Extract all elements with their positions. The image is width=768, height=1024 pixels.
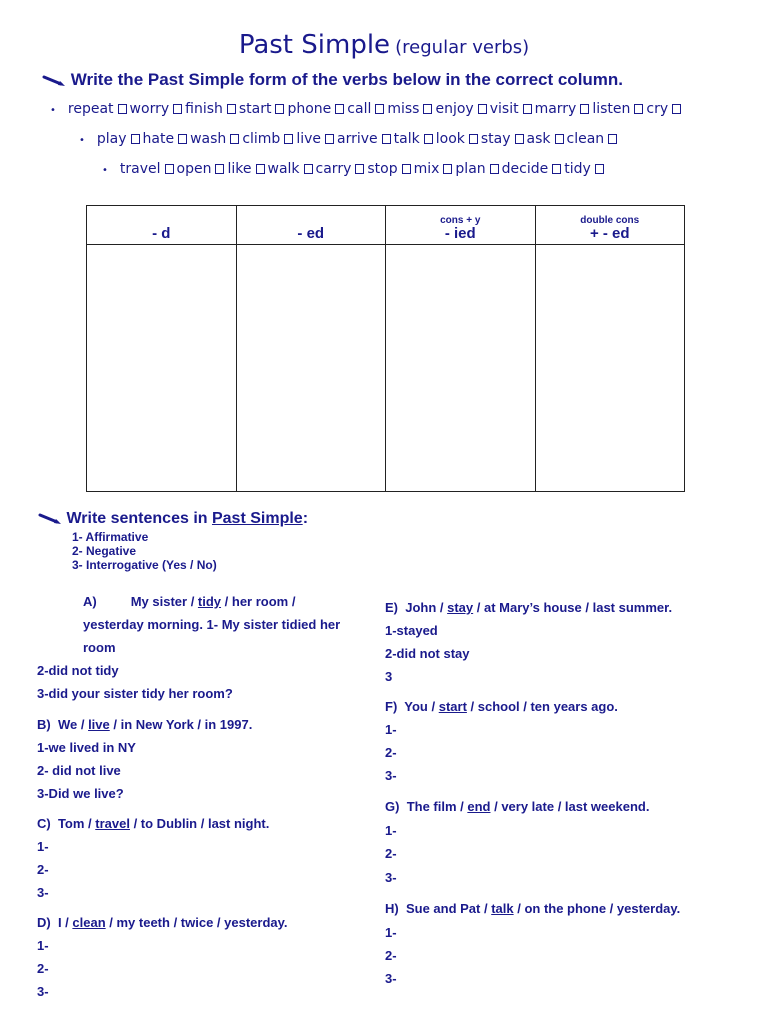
bullet-icon: •: [102, 165, 108, 176]
sentence-type-affirmative: 1- Affirmative: [72, 530, 149, 544]
verb-word: decide: [501, 161, 549, 177]
checkbox-icon[interactable]: [131, 134, 140, 144]
verb-word: tidy: [564, 161, 591, 177]
checkbox-icon[interactable]: [634, 104, 643, 114]
exercise-d-prompt: D) I / clean / my teeth / twice / yesterday.: [37, 915, 288, 930]
exercise-e-answer-1[interactable]: 1-stayed: [385, 623, 438, 638]
verb-word: listen: [592, 101, 631, 117]
exercise-c-answer-2[interactable]: 2-: [37, 862, 49, 877]
verb-word: hate: [142, 131, 175, 147]
verb-word: arrive: [337, 131, 378, 147]
verb-line-2: [79, 131, 620, 147]
instruction-1-text: Write the Past Simple form of the verbs below in the correct column.: [70, 70, 624, 89]
checkbox-icon[interactable]: [284, 134, 293, 144]
title-sub: (regular verbs): [395, 37, 530, 58]
column-header-d: - d: [87, 206, 237, 245]
verb-word: talk: [393, 131, 420, 147]
verb-word: visit: [489, 101, 519, 117]
checkbox-icon[interactable]: [523, 104, 532, 114]
exercise-h-answer-3[interactable]: 3-: [385, 971, 397, 986]
verb-word: walk: [267, 161, 300, 177]
verb-word: wash: [190, 131, 227, 147]
verb-word: start: [238, 101, 272, 117]
column-cell-double-cons[interactable]: [535, 245, 685, 492]
exercise-d-answer-3[interactable]: 3-: [37, 984, 49, 999]
column-cell-ed[interactable]: [236, 245, 386, 492]
verb-line-1: [50, 101, 684, 117]
verb-word: worry: [129, 101, 170, 117]
sentence-types-list: [72, 530, 217, 572]
verb-word: plan: [455, 161, 486, 177]
exercise-c-answer-3[interactable]: 3-: [37, 885, 49, 900]
verb-line-3: [102, 161, 607, 177]
checkbox-icon[interactable]: [478, 104, 487, 114]
page-title: [0, 30, 768, 60]
exercise-a-line3: room: [83, 640, 116, 655]
checkbox-icon[interactable]: [423, 104, 432, 114]
bullet-icon: •: [79, 135, 85, 146]
checkbox-icon[interactable]: [490, 164, 499, 174]
exercise-c-prompt: C) Tom / travel / to Dublin / last night.: [37, 816, 270, 831]
checkbox-icon[interactable]: [230, 134, 239, 144]
title-main: Past Simple: [238, 30, 391, 60]
pencil-icon: [42, 75, 66, 87]
checkbox-icon[interactable]: [595, 164, 604, 174]
checkbox-icon[interactable]: [672, 104, 681, 114]
exercise-e-answer-3[interactable]: 3: [385, 669, 393, 684]
exercise-f-answer-3[interactable]: 3-: [385, 768, 397, 783]
exercise-b-prompt: B) We / live / in New York / in 1997.: [37, 717, 253, 732]
exercise-g-answer-1[interactable]: 1-: [385, 823, 397, 838]
instruction-2: Write sentences in Past Simple:: [38, 510, 308, 528]
column-header-ed: - ed: [236, 206, 386, 245]
checkbox-icon[interactable]: [304, 164, 313, 174]
checkbox-icon[interactable]: [382, 134, 391, 144]
verb-word: finish: [185, 101, 223, 117]
sentence-type-negative: 2- Negative: [72, 544, 137, 558]
checkbox-icon[interactable]: [275, 104, 284, 114]
checkbox-icon[interactable]: [552, 164, 561, 174]
exercise-b-answer-3[interactable]: 3-Did we live?: [37, 786, 124, 801]
exercise-a-prompt: A) My sister / tidy / her room /: [83, 594, 296, 609]
checkbox-icon[interactable]: [178, 134, 187, 144]
checkbox-icon[interactable]: [580, 104, 589, 114]
exercise-d-answer-1[interactable]: 1-: [37, 938, 49, 953]
checkbox-icon[interactable]: [375, 104, 384, 114]
column-cell-d[interactable]: [87, 245, 237, 492]
exercise-g-prompt: G) The film / end / very late / last weekend.: [385, 799, 650, 814]
exercise-h-answer-1[interactable]: 1-: [385, 925, 397, 940]
exercise-a-answer-3[interactable]: 3-did your sister tidy her room?: [37, 686, 233, 701]
instruction-1: [42, 70, 623, 90]
exercise-d-answer-2[interactable]: 2-: [37, 961, 49, 976]
verb-word: like: [227, 161, 252, 177]
verb-word: stay: [480, 131, 511, 147]
checkbox-icon[interactable]: [165, 164, 174, 174]
verb-word: cry: [646, 101, 669, 117]
exercise-g-answer-2[interactable]: 2-: [385, 846, 397, 861]
checkbox-icon[interactable]: [118, 104, 127, 114]
verb-word: play: [96, 131, 127, 147]
exercise-c-answer-1[interactable]: 1-: [37, 839, 49, 854]
verb-word: travel: [119, 161, 161, 177]
exercise-h-prompt: H) Sue and Pat / talk / on the phone / yesterday.: [385, 901, 681, 916]
checkbox-icon[interactable]: [515, 134, 524, 144]
exercise-f-prompt: F) You / start / school / ten years ago.: [385, 699, 618, 714]
verb-word: marry: [534, 101, 577, 117]
column-header-ied: cons + y - ied: [386, 206, 536, 245]
pencil-icon: [38, 513, 62, 525]
verb-word: enjoy: [435, 101, 474, 117]
verb-word: mix: [413, 161, 440, 177]
checkbox-icon[interactable]: [443, 164, 452, 174]
verb-word: live: [296, 131, 322, 147]
answer-columns-table: [86, 205, 685, 492]
exercise-e-prompt: E) John / stay / at Mary’s house / last summer.: [385, 600, 673, 615]
exercise-b-answer-2[interactable]: 2- did not live: [37, 763, 121, 778]
exercise-g-answer-3[interactable]: 3-: [385, 870, 397, 885]
checkbox-icon[interactable]: [469, 134, 478, 144]
exercise-e-answer-2[interactable]: 2-did not stay: [385, 646, 470, 661]
checkbox-icon[interactable]: [227, 104, 236, 114]
sentence-type-interrogative: 3- Interrogative (Yes / No): [72, 558, 217, 572]
checkbox-icon[interactable]: [424, 134, 433, 144]
verb-word: climb: [242, 131, 281, 147]
column-cell-ied[interactable]: [386, 245, 536, 492]
verb-word: clean: [566, 131, 605, 147]
verb-word: call: [347, 101, 372, 117]
checkbox-icon[interactable]: [325, 134, 334, 144]
verb-word: phone: [287, 101, 332, 117]
verb-word: carry: [315, 161, 352, 177]
verb-word: repeat: [67, 101, 114, 117]
exercise-a-line2: yesterday morning. 1- My sister tidied her: [83, 617, 341, 632]
verb-word: miss: [387, 101, 420, 117]
exercise-f-answer-1[interactable]: 1-: [385, 722, 397, 737]
checkbox-icon[interactable]: [335, 104, 344, 114]
verb-word: look: [435, 131, 465, 147]
exercise-a-answer-2[interactable]: 2-did not tidy: [37, 663, 119, 678]
checkbox-icon[interactable]: [402, 164, 411, 174]
verb-word: open: [176, 161, 212, 177]
exercise-f-answer-2[interactable]: 2-: [385, 745, 397, 760]
verb-word: stop: [367, 161, 398, 177]
verb-word: ask: [526, 131, 551, 147]
checkbox-icon[interactable]: [215, 164, 224, 174]
checkbox-icon[interactable]: [173, 104, 182, 114]
exercise-b-answer-1[interactable]: 1-we lived in NY: [37, 740, 136, 755]
checkbox-icon[interactable]: [355, 164, 364, 174]
checkbox-icon[interactable]: [256, 164, 265, 174]
checkbox-icon[interactable]: [555, 134, 564, 144]
exercise-h-answer-2[interactable]: 2-: [385, 948, 397, 963]
column-header-double-cons: double cons + - ed: [535, 206, 685, 245]
checkbox-icon[interactable]: [608, 134, 617, 144]
bullet-icon: •: [50, 105, 56, 116]
